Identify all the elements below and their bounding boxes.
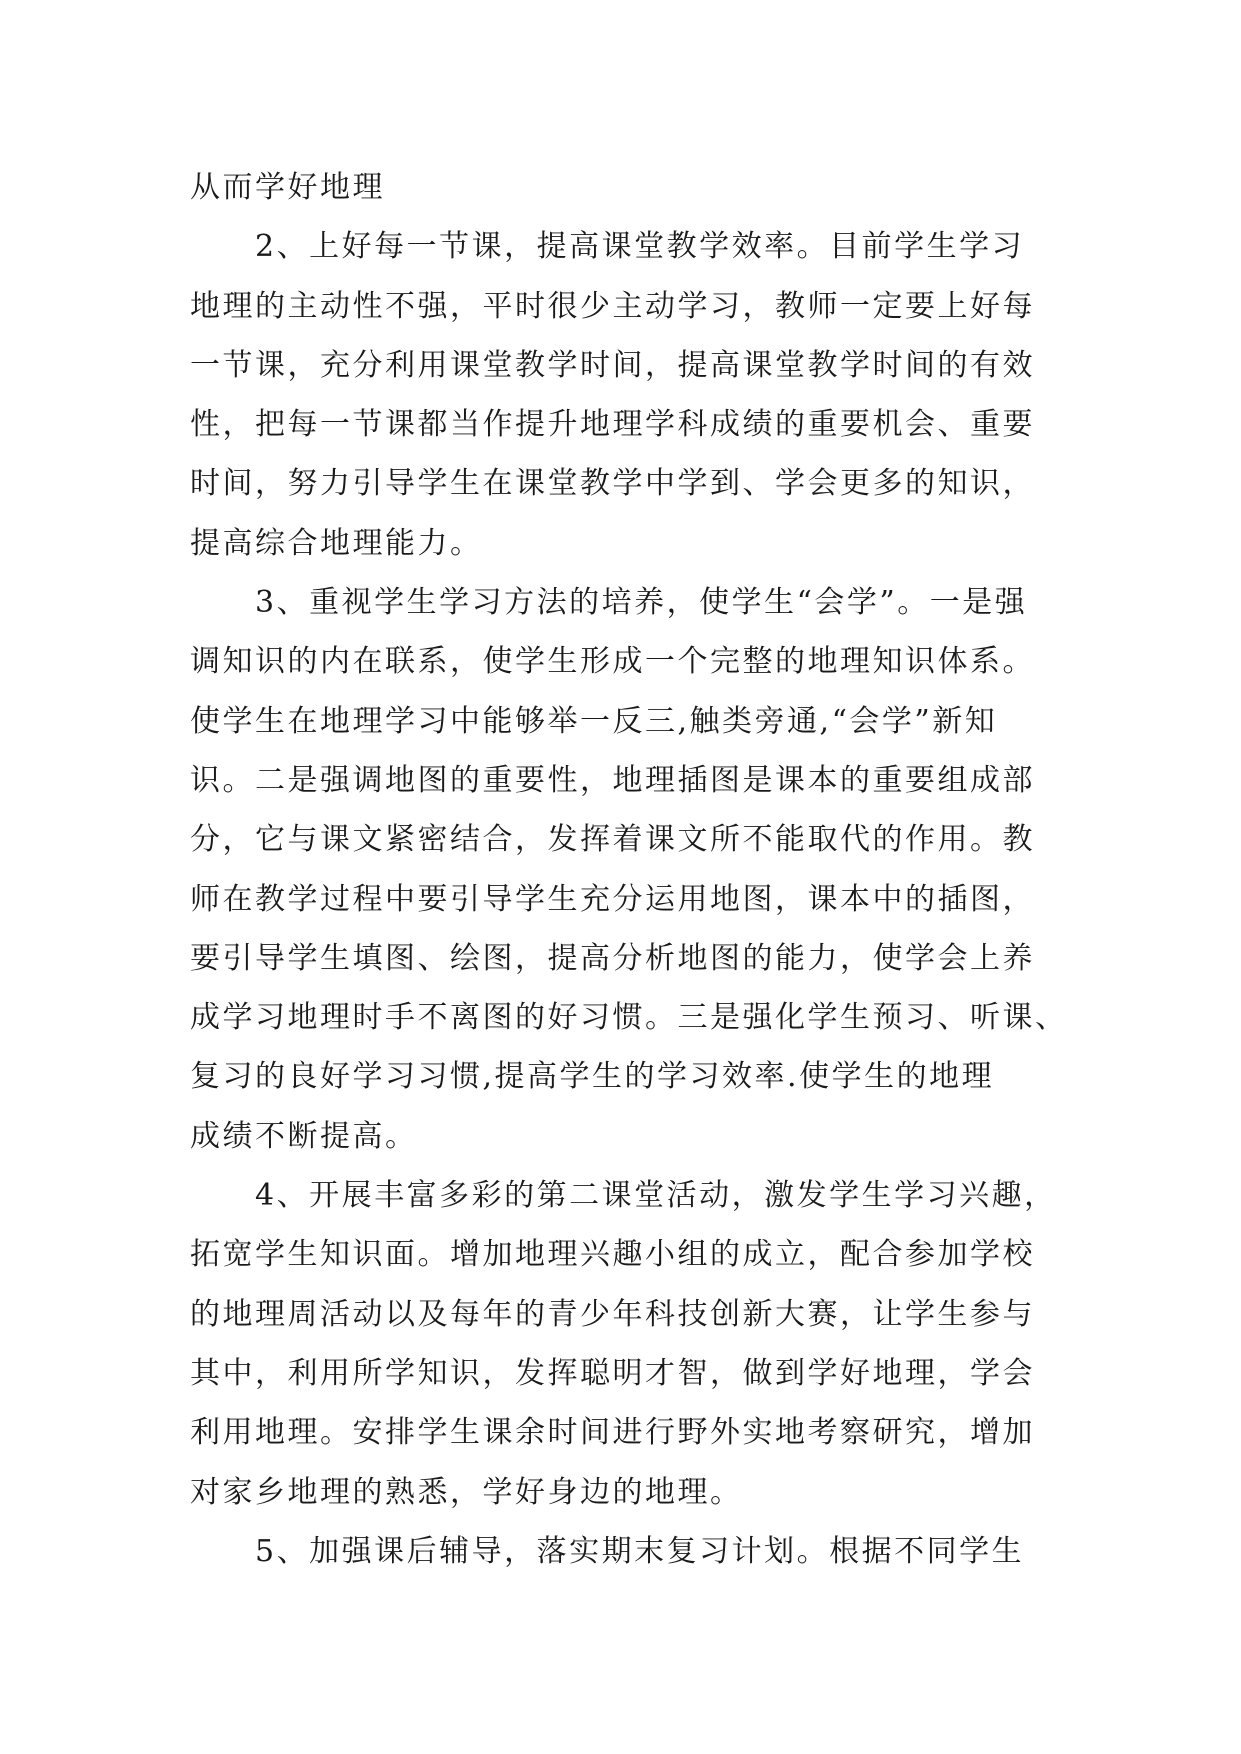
text-line: 地理的主动性不强，平时很少主动学习，教师一定要上好每 — [190, 288, 1035, 324]
text-line: 时间，努力引导学生在课堂教学中学到、学会更多的知识， — [190, 466, 1035, 502]
text-line: 师在教学过程中要引导学生充分运用地图，课本中的插图， — [190, 881, 1035, 917]
text-line: 对家乡地理的熟悉，学好身边的地理。 — [190, 1474, 743, 1510]
text-line: 性，把每一节课都当作提升地理学科成绩的重要机会、重要 — [190, 407, 1035, 443]
text-line: 利用地理。安排学生课余时间进行野外实地考察研究，增加 — [190, 1415, 1035, 1451]
text-line: 提高综合地理能力。 — [190, 525, 483, 561]
text-line: 2、上好每一节课，提高课堂教学效率。目前学生学习 — [255, 229, 1025, 265]
body-text — [190, 158, 1070, 1581]
text-line: 其中，利用所学知识，发挥聪明才智，做到学好地理，学会 — [190, 1355, 1035, 1391]
text-line: 从而学好地理 — [190, 170, 385, 205]
text-line: 要引导学生填图、绘图，提高分析地图的能力，使学会上养 — [190, 940, 1035, 976]
text-line: 3、重视学生学习方法的培养，使学生“会学”。一是强 — [255, 585, 1028, 621]
text-line: 调知识的内在联系，使学生形成一个完整的地理知识体系。 — [190, 644, 1035, 680]
text-line: 识。二是强调地图的重要性，地理插图是课本的重要组成部 — [190, 762, 1035, 798]
text-line: 拓宽学生知识面。增加地理兴趣小组的成立，配合参加学校 — [190, 1237, 1035, 1273]
text-line: 的地理周活动以及每年的青少年科技创新大赛，让学生参与 — [190, 1296, 1035, 1332]
text-line: 5、加强课后辅导，落实期末复习计划。根据不同学生 — [255, 1533, 1025, 1569]
text-line: 一节课，充分利用课堂教学时间，提高课堂教学时间的有效 — [190, 347, 1035, 383]
text-line: 4、开展丰富多彩的第二课堂活动，激发学生学习兴趣， — [255, 1178, 1057, 1214]
text-line: 使学生在地理学习中能够举一反三,触类旁通,“会学”新知 — [190, 703, 998, 739]
text-line: 成学习地理时手不离图的好习惯。三是强化学生预习、听课、 — [190, 1000, 1068, 1036]
text-line: 复习的良好学习习惯,提高学生的学习效率.使学生的地理 — [190, 1059, 995, 1095]
text-line: 成绩不断提高。 — [190, 1118, 418, 1154]
text-line: 分，它与课文紧密结合，发挥着课文所不能取代的作用。教 — [190, 822, 1035, 858]
